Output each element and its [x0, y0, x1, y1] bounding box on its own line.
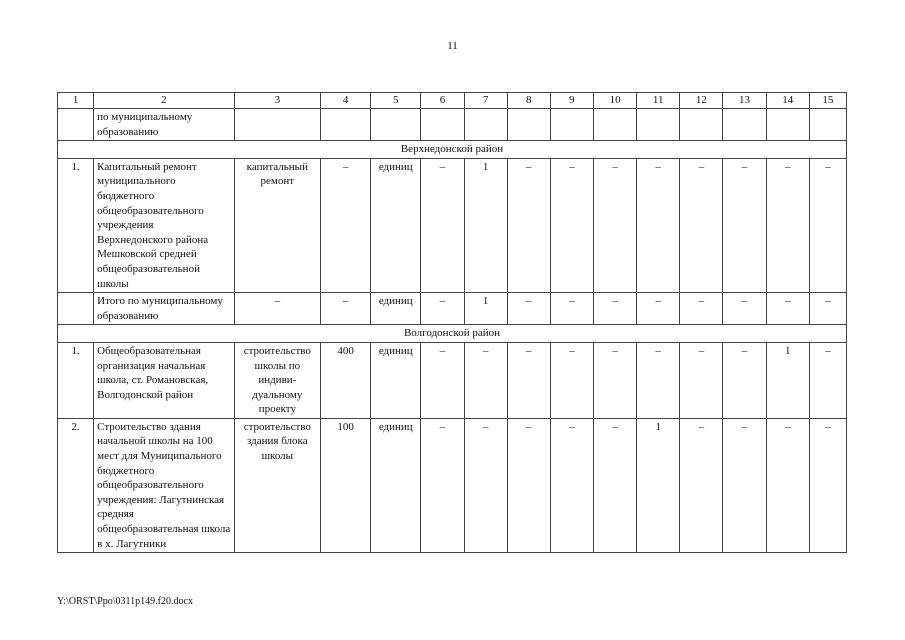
table-cell: [58, 109, 94, 141]
table-cell: –: [550, 158, 593, 292]
table-cell: –: [680, 293, 723, 325]
table-cell: единиц: [371, 342, 421, 418]
table-cell: –: [320, 158, 370, 292]
header-cell: 5: [371, 93, 421, 109]
header-cell: 3: [234, 93, 320, 109]
table-cell: 1.: [58, 342, 94, 418]
table-cell: –: [234, 293, 320, 325]
table-cell: 100: [320, 418, 370, 552]
table-cell: [320, 109, 370, 141]
table-cell: –: [680, 342, 723, 418]
table-cell: [464, 109, 507, 141]
table-cell: –: [507, 418, 550, 552]
header-cell: 13: [723, 93, 766, 109]
table-row: [58, 342, 847, 418]
header-cell: 4: [320, 93, 370, 109]
table-cell: –: [637, 293, 680, 325]
column-number-row: [58, 93, 847, 109]
table-cell: –: [809, 342, 846, 418]
table-cell: [371, 109, 421, 141]
table-cell: –: [550, 342, 593, 418]
table-cell: –: [637, 158, 680, 292]
table-cell: 1: [637, 418, 680, 552]
table-cell: единиц: [371, 158, 421, 292]
table-cell: [421, 109, 464, 141]
table-row: [58, 293, 847, 325]
table-cell: –: [593, 158, 636, 292]
section-title: Верхнедонской район: [58, 141, 847, 159]
table-cell: [766, 109, 809, 141]
table-cell: –: [593, 418, 636, 552]
table-cell: [637, 109, 680, 141]
object-name-cell: Строительство здания начальной школы на 100 мест для Муниципального бюджетного общеобразовательного учреждения: Лагутнинская средняя общеобразовательная школа в х. Лагутники: [94, 418, 235, 552]
table-cell: –: [593, 342, 636, 418]
table-cell: –: [809, 158, 846, 292]
object-name-cell: Капитальный ремонт муниципального бюджетного общеобразовательного учреждения Верхнедонского района Мешковской средней общеобразовательной школы: [94, 158, 235, 292]
header-cell: 6: [421, 93, 464, 109]
table-cell: –: [680, 158, 723, 292]
table-cell: строительство здания блока школы: [234, 418, 320, 552]
table-cell: –: [421, 418, 464, 552]
table-cell: [680, 109, 723, 141]
table-cell: [234, 109, 320, 141]
header-cell: 10: [593, 93, 636, 109]
footer-file-path: Y:\ORST\Ppo\0311p149.f20.docx: [57, 596, 193, 607]
table-cell: –: [464, 342, 507, 418]
section-title: Волгодонской район: [58, 325, 847, 343]
table-cell: капитальный ремонт: [234, 158, 320, 292]
table-cell: –: [766, 293, 809, 325]
table-cell: –: [550, 418, 593, 552]
table-cell: –: [421, 293, 464, 325]
table-cell: строительство школы по индиви-дуальному проекту: [234, 342, 320, 418]
table-row: [58, 158, 847, 292]
program-table: [57, 92, 847, 553]
table-cell: –: [550, 293, 593, 325]
section-row: [58, 141, 847, 159]
table-cell: 2.: [58, 418, 94, 552]
table-cell: 1.: [58, 158, 94, 292]
table-cell: единиц: [371, 293, 421, 325]
table-cell: –: [421, 342, 464, 418]
table-cell: –: [507, 293, 550, 325]
table-cell: 1: [464, 293, 507, 325]
table-cell: [550, 109, 593, 141]
table-cell: –: [593, 293, 636, 325]
table-row: [58, 418, 847, 552]
section-row: [58, 325, 847, 343]
table-cell: [809, 109, 846, 141]
header-cell: 12: [680, 93, 723, 109]
table-cell: [723, 109, 766, 141]
header-cell: 8: [507, 93, 550, 109]
table-cell: [58, 293, 94, 325]
header-cell: 7: [464, 93, 507, 109]
table-cell: 1: [766, 342, 809, 418]
header-cell: 2: [94, 93, 235, 109]
table-cell: –: [809, 418, 846, 552]
header-cell: 14: [766, 93, 809, 109]
header-cell: 11: [637, 93, 680, 109]
table-cell: –: [723, 293, 766, 325]
header-cell: 15: [809, 93, 846, 109]
table-cell: [507, 109, 550, 141]
table-cell: –: [766, 158, 809, 292]
table-cell: –: [637, 342, 680, 418]
table-cell: –: [723, 342, 766, 418]
table-cell: [593, 109, 636, 141]
table-cell: –: [680, 418, 723, 552]
table-cell: –: [766, 418, 809, 552]
table-cell: –: [421, 158, 464, 292]
object-name-cell: Итого по муниципальному образованию: [94, 293, 235, 325]
table-cell: –: [723, 418, 766, 552]
table-cell: –: [723, 158, 766, 292]
table-cell: –: [320, 293, 370, 325]
table-cell: –: [464, 418, 507, 552]
table-cell: 400: [320, 342, 370, 418]
table-body: [58, 93, 847, 553]
table-cell: 1: [464, 158, 507, 292]
table-cell: –: [507, 342, 550, 418]
table-row: [58, 109, 847, 141]
table-cell: единиц: [371, 418, 421, 552]
object-name-cell: по муниципальному образованию: [94, 109, 235, 141]
header-cell: 9: [550, 93, 593, 109]
page-number: 11: [447, 40, 458, 52]
object-name-cell: Общеобразовательная организация начальная школа, ст. Романовская, Волгодонской район: [94, 342, 235, 418]
table-cell: –: [809, 293, 846, 325]
header-cell: 1: [58, 93, 94, 109]
table-cell: –: [507, 158, 550, 292]
